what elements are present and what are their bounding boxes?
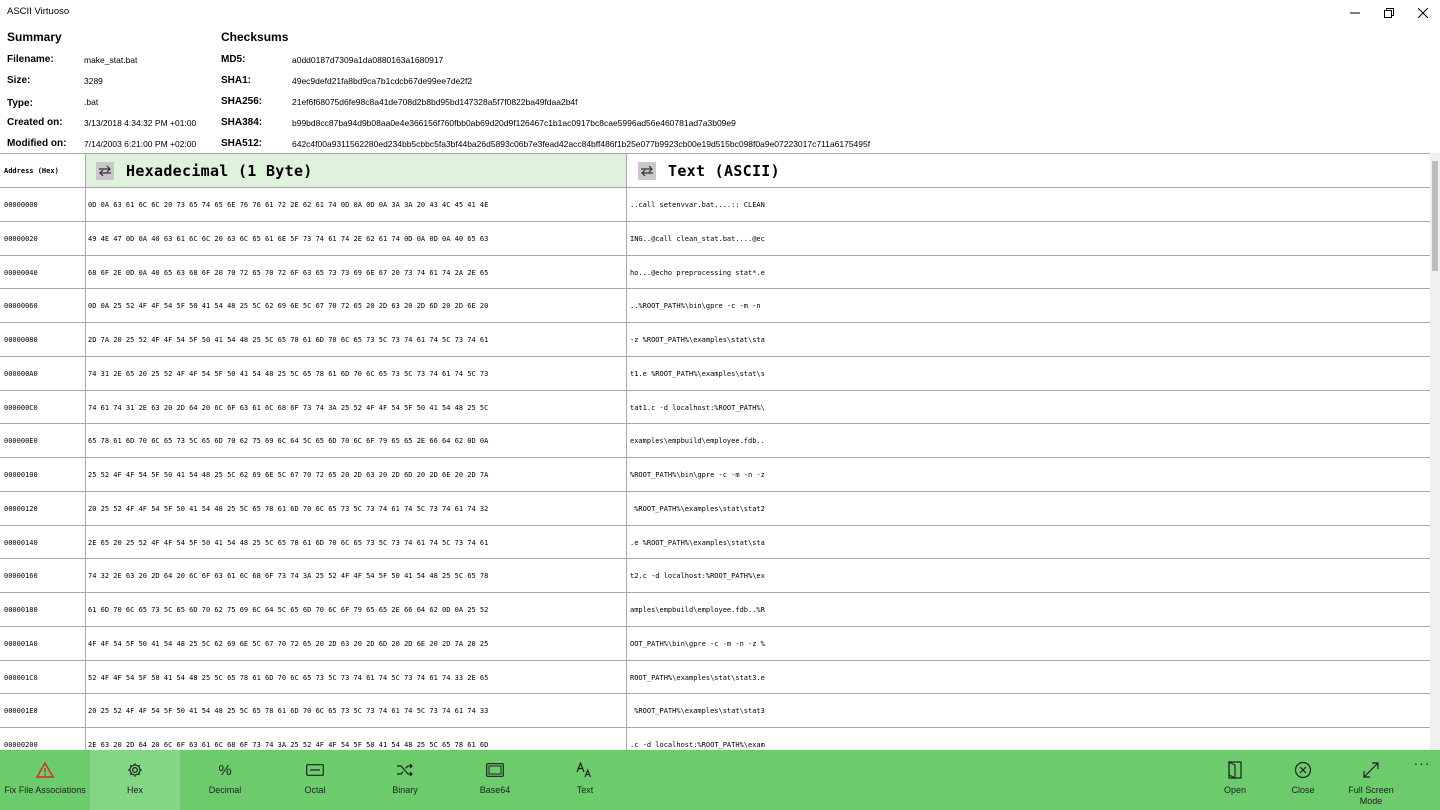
file-info-panel: [0, 26, 1440, 154]
sha1-value: 49ec9defd21fa8bd9ca7b1cdcb67de99ee7de2f2: [292, 76, 473, 86]
text-cell[interactable]: ho...@echo preprocessing stat*.e: [630, 268, 765, 277]
font-size-icon: [575, 760, 595, 780]
hex-bytes: 68 6F 2E 0D 0A 40 65 63 68 6F 20 70 72 65 70 72 6F 63 65 73 73 69 6E 67 20 73 74 61 74 2A 2E 65: [88, 268, 489, 277]
address-cell: 00000000: [4, 201, 38, 209]
open-file-icon: [1225, 760, 1245, 780]
table-row[interactable]: [0, 458, 1430, 492]
address-cell: 00000180: [4, 606, 38, 614]
restore-icon: [1384, 8, 1394, 18]
address-cell: 00000060: [4, 302, 38, 311]
text-cell[interactable]: ING..@call clean_stat.bat....@ec: [630, 234, 765, 243]
hex-bytes: 52 4F 4F 54 5F 50 41 54 48 25 5C 65 78 61 6D 70 6C 65 73 5C 73 74 61 74 5C 73 74 61 74 33 2E 65: [88, 673, 489, 682]
filename-value: make_stat.bat: [84, 55, 138, 65]
base64-button[interactable]: [450, 750, 540, 810]
text-cell[interactable]: .e %ROOT_PATH%\examples\stat\sta: [630, 538, 765, 547]
hex-table[interactable]: [0, 153, 1430, 750]
fix-file-associations-button[interactable]: [0, 750, 90, 810]
table-row[interactable]: [0, 424, 1430, 458]
hex-cell[interactable]: [85, 661, 627, 694]
table-row[interactable]: [0, 593, 1430, 627]
table-row[interactable]: [0, 188, 1430, 222]
close-window-button[interactable]: [1406, 0, 1440, 26]
close-circle-icon: [1293, 760, 1313, 780]
address-cell: 00000120: [4, 504, 38, 513]
hex-label: Hex: [126, 785, 143, 795]
table-row[interactable]: [0, 323, 1430, 357]
address-cell: 00000100: [4, 471, 38, 479]
decimal-button[interactable]: [180, 750, 270, 810]
checksums-title: Checksums: [221, 30, 289, 44]
base64-label: Base64: [479, 785, 511, 795]
table-row[interactable]: [0, 391, 1430, 425]
sha256-label: SHA256:: [221, 96, 263, 107]
text-label: Text: [576, 785, 594, 795]
hex-bytes: 0D 0A 63 61 6C 6C 20 73 65 74 65 6E 76 76 61 72 2E 62 61 74 0D 0A 0D 0A 3A 3A 20 43 4C 45 41 4E: [88, 201, 489, 209]
sha1-label: SHA1:: [221, 75, 252, 86]
text-cell[interactable]: ..call setenvvar.bat....:: CLEAN: [630, 201, 765, 209]
created-on-value: 3/13/2018 4:34:32 PM +01:00: [84, 118, 197, 128]
text-cell[interactable]: -z %ROOT_PATH%\examples\stat\sta: [630, 336, 765, 344]
text-cell[interactable]: %ROOT_PATH%\bin\gpre -c -m -n -z: [630, 471, 765, 479]
table-row[interactable]: [0, 222, 1430, 256]
text-cell[interactable]: OOT_PATH%\bin\gpre -c -m -n -z %: [630, 639, 765, 648]
text-column-header: [628, 154, 1430, 187]
text-cell[interactable]: .c -d localhost:%ROOT_PATH%\exam: [630, 741, 765, 749]
binary-label: Binary: [392, 785, 418, 795]
modified-on-value: 7/14/2003 6:21:00 PM +02:00: [84, 139, 197, 149]
text-cell[interactable]: %ROOT_PATH%\examples\stat\stat3: [630, 707, 765, 716]
fix-file-associations-label: Fix File Associations: [4, 785, 86, 795]
hex-button[interactable]: [90, 750, 180, 810]
text-cell[interactable]: t2.c -d localhost:%ROOT_PATH%\ex: [630, 572, 765, 581]
restore-button[interactable]: [1372, 0, 1406, 26]
open-label: Open: [1223, 785, 1247, 795]
octal-button[interactable]: [270, 750, 360, 810]
hex-bytes: 74 31 2E 65 20 25 52 4F 4F 54 5F 50 41 54 48 25 5C 65 78 61 6D 70 6C 65 73 5C 73 74 61 74 5C 73: [88, 369, 489, 378]
hex-cell[interactable]: [85, 728, 627, 750]
address-cell: 00000200: [4, 741, 38, 749]
hex-bytes: 2D 7A 20 25 52 4F 4F 54 5F 50 41 54 48 25 5C 65 78 61 6D 70 6C 65 73 5C 73 74 61 74 5C 73 74 61: [88, 336, 489, 344]
sha256-value: 21ef6f68075d6fe98c8a41de708d2b8bd95bd147328a5f7f0822ba49fdaa2b4f: [292, 97, 578, 107]
address-cell: 000000C0: [4, 403, 38, 412]
window-title: ASCII Virtuoso: [7, 6, 70, 17]
swap-columns-icon[interactable]: [96, 162, 114, 180]
gear-icon: [125, 760, 145, 780]
hex-bytes: 2E 63 20 2D 64 20 6C 6F 63 61 6C 68 6F 73 74 3A 25 52 4F 4F 54 5F 50 41 54 48 25 5C 65 78 61 6D: [88, 741, 489, 749]
table-row[interactable]: [0, 661, 1430, 695]
type-label: Type:: [7, 98, 33, 109]
table-row[interactable]: [0, 728, 1430, 750]
hex-cell[interactable]: [85, 289, 627, 322]
text-cell[interactable]: examples\empbuild\employee.fdb..: [630, 437, 765, 446]
address-cell: 000001A0: [4, 639, 38, 648]
address-cell: 000001C0: [4, 673, 38, 682]
hex-bytes: 4F 4F 54 5F 50 41 54 48 25 5C 62 69 6E 5C 67 70 72 65 20 2D 63 20 2D 6D 20 2D 6E 20 2D 7A 20 25: [88, 639, 489, 648]
shuffle-icon: [395, 760, 415, 780]
text-cell[interactable]: tat1.c -d localhost:%ROOT_PATH%\: [630, 403, 765, 412]
hex-cell[interactable]: [85, 357, 627, 390]
hex-cell[interactable]: [85, 458, 627, 491]
text-cell[interactable]: ..%ROOT_PATH%\bin\gpre -c -m -n: [630, 302, 765, 311]
hex-cell[interactable]: [85, 222, 627, 255]
close-button[interactable]: [1268, 750, 1338, 810]
minimize-icon: [1350, 8, 1360, 18]
hex-cell[interactable]: [85, 694, 627, 727]
table-row[interactable]: [0, 526, 1430, 560]
text-button[interactable]: [540, 750, 630, 810]
hex-cell[interactable]: [85, 526, 627, 559]
hex-cell[interactable]: [85, 593, 627, 626]
warning-icon: [35, 760, 55, 780]
table-row[interactable]: [0, 289, 1430, 323]
sha384-label: SHA384:: [221, 117, 263, 128]
address-cell: 000000E0: [4, 437, 38, 446]
display-icon: [485, 760, 505, 780]
address-cell: 000001E0: [4, 707, 38, 716]
hex-cell[interactable]: [85, 323, 627, 356]
hex-bytes: 20 25 52 4F 4F 54 5F 50 41 54 48 25 5C 65 78 61 6D 70 6C 65 73 5C 73 74 61 74 5C 73 74 61 74 32: [88, 504, 489, 513]
swap-columns-icon[interactable]: [638, 162, 656, 180]
text-column-title: Text (ASCII): [668, 162, 780, 180]
address-cell: 000000A0: [4, 369, 38, 378]
filename-label: Filename:: [7, 54, 54, 65]
text-cell[interactable]: %ROOT_PATH%\examples\stat\stat2: [630, 504, 765, 513]
table-row[interactable]: [0, 357, 1430, 391]
hex-cell[interactable]: [85, 559, 627, 592]
hex-bytes: 61 6D 70 6C 65 73 5C 65 6D 70 62 75 69 6C 64 5C 65 6D 70 6C 6F 79 65 65 2E 66 64 62 0D 0A 25 52: [88, 606, 489, 614]
md5-value: a0dd0187d7309a1da0880163a1680917: [292, 55, 444, 65]
text-cell[interactable]: amples\empbuild\employee.fdb..%R: [630, 606, 765, 614]
hex-cell[interactable]: [85, 256, 627, 289]
address-column-header: Address (Hex): [4, 167, 59, 175]
address-cell: 00000040: [4, 268, 38, 277]
hex-bytes: 65 78 61 6D 70 6C 65 73 5C 65 6D 70 62 75 69 6C 64 5C 65 6D 70 6C 6F 79 65 65 2E 66 64 62 0D 0A: [88, 437, 489, 446]
table-row[interactable]: [0, 559, 1430, 593]
hex-column-header: [85, 154, 627, 187]
hex-cell[interactable]: [85, 627, 627, 660]
hex-bytes: 0D 0A 25 52 4F 4F 54 5F 50 41 54 48 25 5C 62 69 6E 5C 67 70 72 65 20 2D 63 20 2D 6D 20 2D 6E 20: [88, 302, 489, 311]
hex-column-title: Hexadecimal (1 Byte): [126, 162, 313, 180]
hex-bytes: 20 25 52 4F 4F 54 5F 50 41 54 48 25 5C 65 78 61 6D 70 6C 65 73 5C 73 74 61 74 5C 73 74 61 74 33: [88, 707, 489, 716]
sha384-value: b99bd8cc87ba94d9b08aa0e4e366156f760fbb0ab69d20d9f126467c1b1ac0917bc8cae5996ad56e460781ad7a3b09e9: [292, 118, 736, 128]
sha512-label: SHA512:: [221, 138, 263, 149]
close-label: Close: [1291, 785, 1315, 795]
table-row[interactable]: [0, 627, 1430, 661]
decimal-label: Decimal: [208, 785, 242, 795]
text-cell[interactable]: ROOT_PATH%\examples\stat\stat3.e: [630, 673, 765, 682]
full-screen-mode-button[interactable]: [1336, 750, 1406, 810]
address-cell: 00000080: [4, 336, 38, 344]
table-header: [0, 154, 1430, 188]
percent-icon: %: [218, 761, 232, 779]
hex-cell[interactable]: [85, 391, 627, 424]
table-body: [0, 188, 1430, 750]
hex-bytes: 74 61 74 31 2E 63 20 2D 64 20 6C 6F 63 61 6C 68 6F 73 74 3A 25 52 4F 4F 54 5F 50 41 54 48 25 5C: [88, 403, 489, 412]
modified-on-label: Modified on:: [7, 138, 67, 149]
expand-icon: [1361, 760, 1381, 780]
hex-bytes: 49 4E 47 0D 0A 40 63 61 6C 6C 20 63 6C 65 61 6E 5F 73 74 61 74 2E 62 61 74 0D 0A 0D 0A 40 65 63: [88, 234, 489, 243]
type-value: .bat: [84, 97, 99, 107]
text-cell[interactable]: t1.e %ROOT_PATH%\examples\stat\s: [630, 369, 765, 378]
table-row[interactable]: [0, 694, 1430, 728]
hex-bytes: 25 52 4F 4F 54 5F 50 41 54 48 25 5C 62 69 6E 5C 67 70 72 65 20 2D 63 20 2D 6D 20 2D 6E 20 2D 7A: [88, 471, 489, 479]
summary-title: Summary: [7, 30, 62, 44]
address-cell: 00000020: [4, 234, 38, 243]
size-label: Size:: [7, 75, 31, 86]
scrollbar-thumb[interactable]: [1432, 161, 1438, 271]
close-icon: [1418, 8, 1428, 18]
keyboard-icon: [305, 760, 325, 780]
hex-cell[interactable]: [85, 424, 627, 457]
octal-label: Octal: [304, 785, 326, 795]
hex-bytes: 2E 65 20 25 52 4F 4F 54 5F 50 41 54 48 25 5C 65 78 61 6D 70 6C 65 73 5C 73 74 61 74 5C 73 74 61: [88, 538, 489, 547]
more-options-button[interactable]: ···: [1413, 755, 1431, 771]
full-screen-mode-label: Full Screen Mode: [1348, 785, 1394, 806]
hex-bytes: 74 32 2E 63 20 2D 64 20 6C 6F 63 61 6C 68 6F 73 74 3A 25 52 4F 4F 54 5F 50 41 54 48 25 5C 65 78: [88, 572, 489, 581]
address-cell: 00000160: [4, 572, 38, 581]
hex-cell[interactable]: [85, 492, 627, 525]
table-row[interactable]: [0, 256, 1430, 290]
md5-label: MD5:: [221, 54, 246, 65]
title-bar: [0, 0, 1440, 26]
table-row[interactable]: [0, 492, 1430, 526]
size-value: 3289: [84, 76, 103, 86]
command-bar: [0, 750, 1440, 810]
created-on-label: Created on:: [7, 117, 63, 128]
minimize-button[interactable]: [1338, 0, 1372, 26]
address-cell: 00000140: [4, 538, 38, 547]
open-button[interactable]: [1200, 750, 1270, 810]
binary-button[interactable]: [360, 750, 450, 810]
vertical-scrollbar[interactable]: [1430, 153, 1440, 750]
sha512-value: 642c4f00a9311562280ed234bb5cbbc5fa3bf44ba26d5893c06b7e3fead42acc84bff486f1b25e077b9923cb00e19d515bc098f0a9e07223017c711a6175495f: [292, 139, 871, 149]
hex-cell[interactable]: [85, 188, 627, 221]
